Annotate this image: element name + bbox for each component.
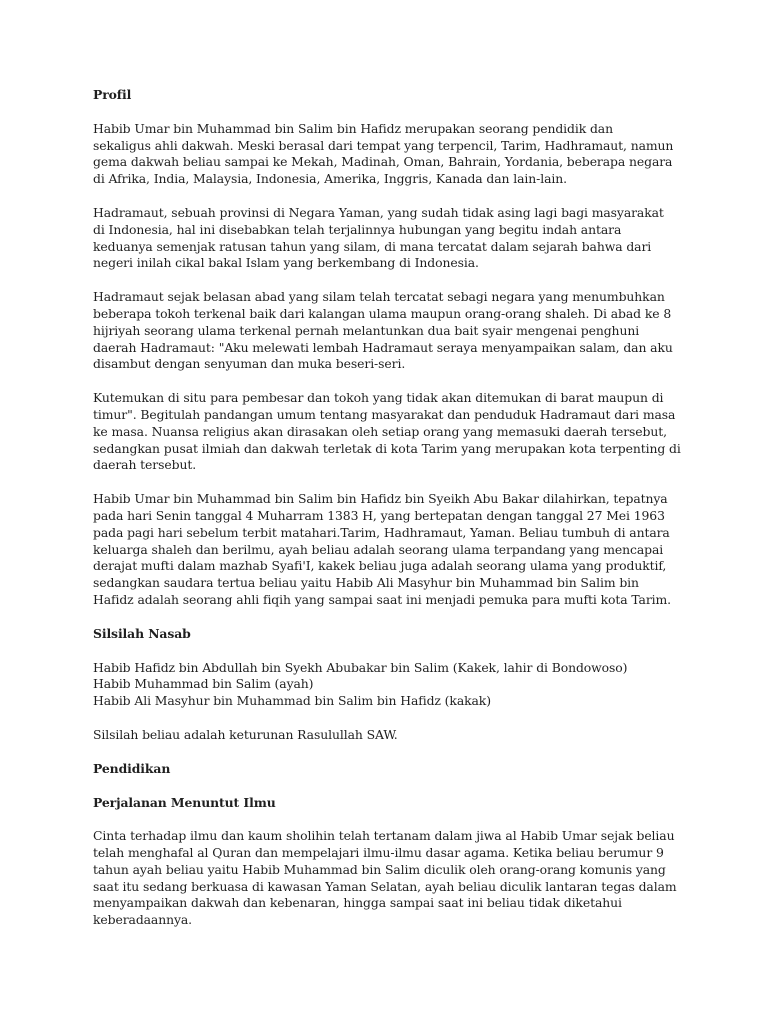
text-line: di Afrika, India, Malaysia, Indonesia, Amerika, Inggris, Kanada dan lain-lain. [93,171,567,187]
paragraph-hadramaut [93,205,693,272]
text-line: sedangkan pusat ilmiah dan dakwah terletak di kota Tarim yang merupakan kota terpenting di [93,440,681,456]
paragraph-kutemukan [93,390,693,474]
text-line: sedangkan saudara tertua beliau yaitu Habib Ali Masyhur bin Muhammad bin Salim bin [93,575,639,591]
heading-profil: Profil [93,87,132,102]
text-line: di Indonesia, hal ini disebabkan telah terjalinnya hubungan yang begitu indah antara [93,221,622,237]
paragraph-history [93,289,693,373]
text-line: Habib Umar bin Muhammad bin Salim bin Hafidz bin Syeikh Abu Bakar dilahirkan, tepatnya [93,491,668,507]
text-line: Hadramaut, sebuah provinsi di Negara Yaman, yang sudah tidak asing lagi bagi masyarakat [93,204,664,220]
heading-perjalanan: Perjalanan Menuntut Ilmu [93,794,276,810]
text-line: keluarga shaleh dan berilmu, ayah beliau adalah seorang ulama terpandang yang mencapai [93,541,664,557]
paragraph-birth [93,491,693,609]
paragraph-perjalanan [93,828,693,929]
silsilah-note: Silsilah beliau adalah keturunan Rasulullah SAW. [93,726,398,742]
document-page [93,87,693,929]
text-line: menyampaikan dakwah dan kebenaran, hingga sampai saat ini beliau tidak diketahui [93,895,622,911]
text-line: daerah Hadramaut: "Aku melewati lembah Hadramaut seraya menyampaikan salam, dan aku [93,339,673,355]
text-line: keberadaannya. [93,912,193,928]
heading-silsilah-nasab: Silsilah Nasab [93,625,191,641]
text-line: beberapa tokoh terkenal baik dari kalangan ulama maupun orang-orang shaleh. Di abad ke 8 [93,305,672,321]
text-line: timur". Begitulah pandangan umum tentang masyarakat dan penduduk Hadramaut dari masa [93,406,676,422]
silsilah-list [93,660,693,710]
text-line: Hadramaut sejak belasan abad yang silam telah tercatat sebagi negara yang menumbuhkan [93,289,665,305]
text-line: disambut dengan senyuman dan muka beseri-seri. [93,356,406,372]
text-line: negeri inilah cikal bakal Islam yang berkembang di Indonesia. [93,255,479,271]
text-line: Habib Umar bin Muhammad bin Salim bin Hafidz merupakan seorang pendidik dan [93,120,613,136]
text-line: gema dakwah beliau sampai ke Mekah, Madinah, Oman, Bahrain, Yordania, beberapa negara [93,154,673,170]
text-line: ke masa. Nuansa religius akan dirasakan oleh setiap orang yang memasuki daerah tersebut, [93,423,667,439]
text-line: telah menghafal al Quran dan mempelajari ilmu-ilmu dasar agama. Ketika beliau berumur 9 [93,845,664,861]
text-line: tahun ayah beliau yaitu Habib Muhammad bin Salim diculik oleh orang-orang komunis yang [93,861,666,877]
text-line: Hafidz adalah seorang ahli fiqih yang sampai saat ini menjadi pemuka para mufti kota Tarim. [93,591,672,607]
text-line: pada pagi hari sebelum terbit matahari.Tarim, Hadhramaut, Yaman. Beliau tumbuh di antara [93,524,670,540]
silsilah-item: Habib Muhammad bin Salim (ayah) [93,676,314,692]
text-line: saat itu sedang berkuasa di kawasan Yaman Selatan, ayah beliau diculik lantaran tegas dalam [93,878,677,894]
text-line: Cinta terhadap ilmu dan kaum sholihin telah tertanam dalam jiwa al Habib Umar sejak beliau [93,828,675,844]
text-line: hijriyah seorang ulama terkenal pernah melantunkan dua bait syair mengenai penghuni [93,322,640,338]
paragraph-intro [93,121,693,188]
silsilah-item: Habib Ali Masyhur bin Muhammad bin Salim bin Hafidz (kakak) [93,693,491,709]
text-line: sekaligus ahli dakwah. Meski berasal dari tempat yang terpencil, Tarim, Hadhramaut, namun [93,137,674,153]
text-line: pada hari Senin tanggal 4 Muharram 1383 H, yang bertepatan dengan tanggal 27 Mei 1963 [93,507,665,523]
silsilah-item: Habib Hafidz bin Abdullah bin Syekh Abubakar bin Salim (Kakek, lahir di Bondowoso) [93,659,628,675]
heading-pendidikan: Pendidikan [93,760,171,776]
text-line: derajat mufti dalam mazhab Syafi'I, kakek beliau juga adalah seorang ulama yang produktif, [93,558,667,574]
text-line: daerah tersebut. [93,457,197,473]
text-line: Kutemukan di situ para pembesar dan tokoh yang tidak akan ditemukan di barat maupun di [93,390,664,406]
text-line: keduanya semenjak ratusan tahun yang silam, di mana tercatat dalam sejarah bahwa dari [93,238,652,254]
